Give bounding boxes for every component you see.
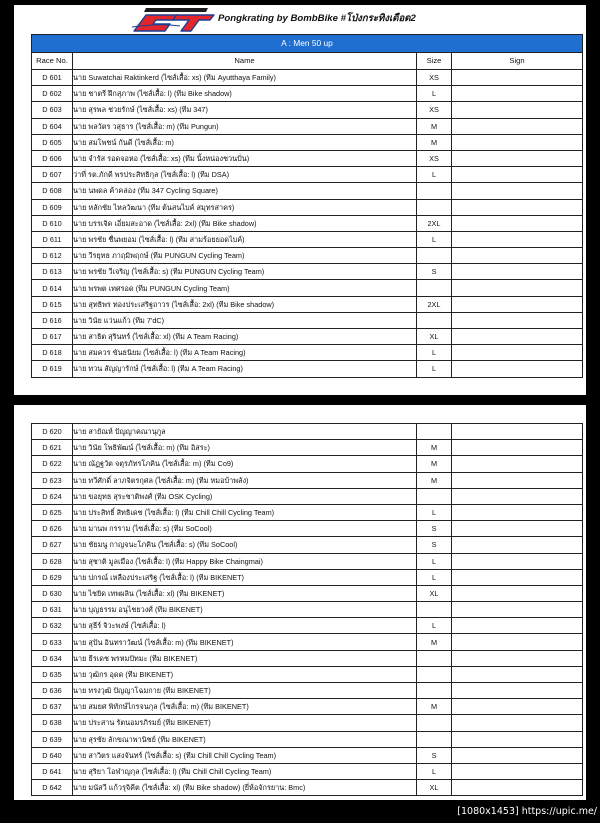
race-no-cell: D 630 (32, 585, 73, 601)
sign-cell (452, 683, 583, 699)
size-cell (417, 280, 452, 296)
table-row (32, 699, 583, 715)
table-row (32, 731, 583, 747)
sign-cell (452, 763, 583, 779)
name-cell: นาย ชาตรี ฝึกสุภาพ (ไซส์เสื้อ: l) (ทีม Bike shadow) (73, 86, 417, 102)
table-row (32, 424, 583, 440)
table-row (32, 569, 583, 585)
name-cell: นาย Suwatchai Raktinkerd (ไซส์เสื้อ: xs) (ทีม Ayutthaya Family) (73, 70, 417, 86)
sign-cell (452, 150, 583, 166)
table-row (32, 102, 583, 118)
sign-cell (452, 585, 583, 601)
race-no-cell: D 602 (32, 86, 73, 102)
table-row (32, 650, 583, 666)
size-cell: L (417, 763, 452, 779)
image-host-watermark: [1080x1453] https://upic.me/ (457, 806, 597, 817)
sign-cell (452, 472, 583, 488)
name-cell: นาย สุริยา โอฬาญกุล (ไซส์เสื้อ: l) (ทีม Chill Chill Cycling Team) (73, 763, 417, 779)
name-cell: นาย สุธีร์ จิวะพงษ์ (ไซส์เสื้อ: l) (73, 618, 417, 634)
table-row (32, 488, 583, 504)
table-row (32, 264, 583, 280)
sign-cell (452, 296, 583, 312)
sign-cell (452, 650, 583, 666)
race-no-cell: D 611 (32, 231, 73, 247)
race-no-cell: D 610 (32, 215, 73, 231)
table-header-row (32, 53, 583, 70)
size-header: Size (417, 53, 452, 70)
table-row (32, 780, 583, 796)
race-no-cell: D 628 (32, 553, 73, 569)
sign-cell (452, 134, 583, 150)
table-row (32, 634, 583, 650)
sign-cell (452, 440, 583, 456)
race-no-cell: D 629 (32, 569, 73, 585)
size-cell (417, 650, 452, 666)
table-row (32, 521, 583, 537)
name-cell: นาย พรชัย วีเจริญ (ไซส์เสื้อ: s) (ทีม PUNGUN Cycling Team) (73, 264, 417, 280)
size-cell: XL (417, 329, 452, 345)
table-row (32, 86, 583, 102)
name-cell: นาย สุรพล ช่วยรักษ์ (ไซส์เสื้อ: xs) (ทีม 347) (73, 102, 417, 118)
race-no-cell: D 622 (32, 456, 73, 472)
category-title: A : Men 50 up (32, 35, 583, 53)
sign-cell (452, 488, 583, 504)
race-no-cell: D 638 (32, 715, 73, 731)
size-cell: S (417, 264, 452, 280)
table-row (32, 472, 583, 488)
size-cell: M (417, 472, 452, 488)
race-no-cell: D 617 (32, 329, 73, 345)
table-row (32, 618, 583, 634)
size-cell: XL (417, 780, 452, 796)
size-cell (417, 488, 452, 504)
name-cell: นาย ณัฏฐวัต จตุรภัทรโภคิน (ไซส์เสื้อ: m) (ทีม Co9) (73, 456, 417, 472)
size-cell (417, 715, 452, 731)
table-row (32, 553, 583, 569)
race-no-cell: D 631 (32, 602, 73, 618)
race-no-cell: D 634 (32, 650, 73, 666)
sign-cell (452, 634, 583, 650)
entry-table-body (32, 70, 583, 378)
name-cell: นาย ประสาน รัตนอมรภิรมย์ (ทีม BIKENET) (73, 715, 417, 731)
race-no-cell: D 636 (32, 683, 73, 699)
size-cell: L (417, 504, 452, 520)
name-cell: นาย ธีรเดช พรหมปัทมะ (ทีม BIKENET) (73, 650, 417, 666)
sign-cell (452, 602, 583, 618)
size-cell (417, 731, 452, 747)
race-no-cell: D 607 (32, 167, 73, 183)
name-cell: นาย สมควร ขันธนิยม (ไซส์เสื้อ: l) (ทีม A Team Racing) (73, 345, 417, 361)
table-row (32, 150, 583, 166)
sign-cell (452, 569, 583, 585)
name-cell: นาย ทรงวุฒิ ปัญญาโฉมกาย (ทีม BIKENET) (73, 683, 417, 699)
size-cell (417, 602, 452, 618)
name-cell: นาย สายัณห์ ปัญญาคณานุกูล (73, 424, 417, 440)
race-no-cell: D 632 (32, 618, 73, 634)
table-row (32, 361, 583, 377)
table-row (32, 280, 583, 296)
sign-cell (452, 199, 583, 215)
race-no-cell: D 601 (32, 70, 73, 86)
race-no-cell: D 616 (32, 312, 73, 328)
name-cell: นาย ทวน สัญญารักษ์ (ไซส์เสื้อ: l) (ทีม A Team Racing) (73, 361, 417, 377)
table-row (32, 763, 583, 779)
size-cell: L (417, 553, 452, 569)
size-cell: M (417, 118, 452, 134)
race-no-cell: D 626 (32, 521, 73, 537)
race-no-cell: D 604 (32, 118, 73, 134)
name-cell: นาย สุชาติ มูลเมือง (ไซส์เสื้อ: l) (ทีม Happy Bike Chaingmai) (73, 553, 417, 569)
sign-cell (452, 102, 583, 118)
sign-cell (452, 312, 583, 328)
race-no-cell: D 614 (32, 280, 73, 296)
size-cell: S (417, 747, 452, 763)
name-cell: นาย สาวิตร แสงจันทร์ (ไซส์เสื้อ: s) (ทีม Chill Chill Cycling Team) (73, 747, 417, 763)
table-row (32, 585, 583, 601)
race-no-cell: D 627 (32, 537, 73, 553)
size-cell: 2XL (417, 296, 452, 312)
size-cell: M (417, 699, 452, 715)
table-row (32, 345, 583, 361)
name-cell: นาย สมยศ พิทักษ์ไกรจนกุล (ไซส์เสื้อ: m) (ทีม BIKENET) (73, 699, 417, 715)
race-no-cell: D 641 (32, 763, 73, 779)
race-no-cell: D 621 (32, 440, 73, 456)
table-row (32, 296, 583, 312)
size-cell: M (417, 456, 452, 472)
race-no-cell: D 620 (32, 424, 73, 440)
race-no-cell: D 640 (32, 747, 73, 763)
table-row (32, 666, 583, 682)
size-cell: L (417, 361, 452, 377)
sign-cell (452, 118, 583, 134)
name-cell: นาย จำรัส รอดจอหอ (ไซส์เสื้อ: xs) (ทีม นิ้งหน่องชวนปั่น) (73, 150, 417, 166)
size-cell: L (417, 345, 452, 361)
table-row (32, 456, 583, 472)
name-cell: นาย วุฒิกร อุดด (ทีม BIKENET) (73, 666, 417, 682)
race-no-cell: D 618 (32, 345, 73, 361)
race-no-cell: D 603 (32, 102, 73, 118)
name-cell: นาย ขอยุทธ สุระชาติพงศ์ (ทีม OSK Cycling) (73, 488, 417, 504)
entry-table-continued (31, 423, 583, 796)
race-no-header: Race No. (32, 53, 73, 70)
size-cell: L (417, 231, 452, 247)
size-cell (417, 312, 452, 328)
sign-cell (452, 231, 583, 247)
sign-cell (452, 666, 583, 682)
size-cell: L (417, 167, 452, 183)
table-row (32, 199, 583, 215)
table-row (32, 747, 583, 763)
table-row (32, 440, 583, 456)
table-row (32, 312, 583, 328)
table-row (32, 683, 583, 699)
size-cell (417, 183, 452, 199)
race-no-cell: D 612 (32, 248, 73, 264)
race-no-cell: D 635 (32, 666, 73, 682)
name-cell: นาย มานพ กรราม (ไซส์เสื้อ: s) (ทีม SoCool) (73, 521, 417, 537)
sign-cell (452, 521, 583, 537)
size-cell: S (417, 521, 452, 537)
table-row (32, 231, 583, 247)
table-row (32, 167, 583, 183)
name-cell: นาย พลวัตร วสุธาร (ไซส์เสื้อ: m) (ทีม Pungun) (73, 118, 417, 134)
race-no-cell: D 619 (32, 361, 73, 377)
sign-cell (452, 424, 583, 440)
name-cell: นาย ไชยิด เทพผลิน (ไซส์เสื้อ: xl) (ทีม BIKENET) (73, 585, 417, 601)
size-cell: 2XL (417, 215, 452, 231)
race-no-cell: D 642 (32, 780, 73, 796)
race-no-cell: D 639 (32, 731, 73, 747)
size-cell: XL (417, 585, 452, 601)
size-cell: M (417, 134, 452, 150)
name-cell: นาย สุรชัย ลักขณาพานิชย์ (ทีม BIKENET) (73, 731, 417, 747)
sign-cell (452, 456, 583, 472)
sign-cell (452, 699, 583, 715)
sign-cell (452, 215, 583, 231)
sign-cell (452, 167, 583, 183)
sign-cell (452, 70, 583, 86)
sign-cell (452, 86, 583, 102)
name-cell: นาย หลักชัย ไหลวัฒนา (ทีม ต้นสนไบค์ สมุทรสาคร) (73, 199, 417, 215)
table-row (32, 504, 583, 520)
sign-cell (452, 504, 583, 520)
sign-cell (452, 715, 583, 731)
entry-table (31, 34, 583, 378)
race-no-cell: D 623 (32, 472, 73, 488)
race-no-cell: D 609 (32, 199, 73, 215)
name-cell: นาย ทวีศักดิ์ ลาภจิตรกุศล (ไซส์เสื้อ: m) (ทีม หมอบ้าพลัง) (73, 472, 417, 488)
sign-header: Sign (452, 53, 583, 70)
race-no-cell: D 615 (32, 296, 73, 312)
race-no-cell: D 613 (32, 264, 73, 280)
size-cell (417, 199, 452, 215)
sign-cell (452, 618, 583, 634)
size-cell (417, 424, 452, 440)
table-row (32, 215, 583, 231)
sign-cell (452, 361, 583, 377)
table-row (32, 537, 583, 553)
size-cell: L (417, 569, 452, 585)
category-title-bar (32, 35, 583, 53)
size-cell: L (417, 86, 452, 102)
size-cell: XS (417, 70, 452, 86)
race-no-cell: D 624 (32, 488, 73, 504)
document-page-2 (14, 405, 586, 800)
entry-table-body (32, 424, 583, 796)
table-row (32, 183, 583, 199)
race-no-cell: D 608 (32, 183, 73, 199)
table-row (32, 118, 583, 134)
sign-cell (452, 329, 583, 345)
table-row (32, 70, 583, 86)
sign-cell (452, 345, 583, 361)
race-no-cell: D 625 (32, 504, 73, 520)
race-no-cell: D 605 (32, 134, 73, 150)
sign-cell (452, 731, 583, 747)
table-row (32, 248, 583, 264)
sign-cell (452, 553, 583, 569)
name-cell: นาย นพดล ค้าคล่อง (ทีม 347 Cycling Square) (73, 183, 417, 199)
sign-cell (452, 248, 583, 264)
sign-cell (452, 183, 583, 199)
name-cell: นาย มนัสวี แก้วรุจิคีต (ไซส์เสื้อ: xl) (ทีม Bike shadow) (ยี่ห้อจักรยาน: Bmc) (73, 780, 417, 796)
table-row (32, 329, 583, 345)
sign-cell (452, 780, 583, 796)
name-cell: นาย ประสิทธิ์ สิทธิเดช (ไซส์เสื้อ: l) (ทีม Chill Chill Cycling Team) (73, 504, 417, 520)
race-no-cell: D 637 (32, 699, 73, 715)
sign-cell (452, 264, 583, 280)
document-page-1 (14, 5, 586, 395)
sign-cell (452, 747, 583, 763)
name-cell: นาย สาธิต สุรินทร์ (ไซส์เสื้อ: xl) (ทีม A Team Racing) (73, 329, 417, 345)
size-cell: S (417, 537, 452, 553)
name-cell: นาย บรรเจิด เอี่ยมสะอาด (ไซส์เสื้อ: 2xl) (ทีม Bike shadow) (73, 215, 417, 231)
name-cell: นาย วีรยุทธ ภาฤมิพฤกษ์ (ทีม PUNGUN Cycling Team) (73, 248, 417, 264)
size-cell: M (417, 440, 452, 456)
name-cell: นาย วินัย โพธิพัฒน์ (ไซส์เสื้อ: m) (ทีม อิสระ) (73, 440, 417, 456)
name-cell: นาย ปกรณ์ เหลืองประเสริฐ (ไซส์เสื้อ: l) (ทีม BIKENET) (73, 569, 417, 585)
name-cell: นาย ชัยมนู กาญจนะโภคิน (ไซส์เสื้อ: s) (ทีม SoCool) (73, 537, 417, 553)
race-no-cell: D 633 (32, 634, 73, 650)
sign-cell (452, 537, 583, 553)
document-title: Pongkrating by BombBike #โป่งกระทิงเดือด2 (218, 13, 416, 24)
table-row (32, 715, 583, 731)
size-cell: L (417, 618, 452, 634)
name-cell: นาย บุญธรรม อนุไชยวงศ์ (ทีม BIKENET) (73, 602, 417, 618)
size-cell (417, 683, 452, 699)
event-logo (130, 7, 216, 33)
name-cell: ว่าที่ รต.ภักดี พรประสิทธิกุล (ไซส์เสื้อ: l) (ทีม DSA) (73, 167, 417, 183)
name-cell: นาย พรพต เทศรอด (ทีม PUNGUN Cycling Team) (73, 280, 417, 296)
name-cell: นาย สุปัน อินทราวัฒน์ (ไซส์เสื้อ: m) (ทีม BIKENET) (73, 634, 417, 650)
size-cell (417, 666, 452, 682)
table-row (32, 134, 583, 150)
size-cell: XS (417, 150, 452, 166)
name-cell: นาย สุทธิพร ทองประเสริฐถาวร (ไซส์เสื้อ: 2xl) (ทีม Bike shadow) (73, 296, 417, 312)
size-cell: XS (417, 102, 452, 118)
table-row (32, 602, 583, 618)
name-cell: นาย วินัย แว่นแก้ว (ทีม 7'dC) (73, 312, 417, 328)
size-cell: M (417, 634, 452, 650)
name-header: Name (73, 53, 417, 70)
size-cell (417, 248, 452, 264)
name-cell: นาย สมโพชน์ กันดี (ไซส์เสื้อ: m) (73, 134, 417, 150)
sign-cell (452, 280, 583, 296)
name-cell: นาย พรชัย ชื่นพยอม (ไซส์เสื้อ: l) (ทีม สามร้อยยอดไบค์) (73, 231, 417, 247)
race-no-cell: D 606 (32, 150, 73, 166)
